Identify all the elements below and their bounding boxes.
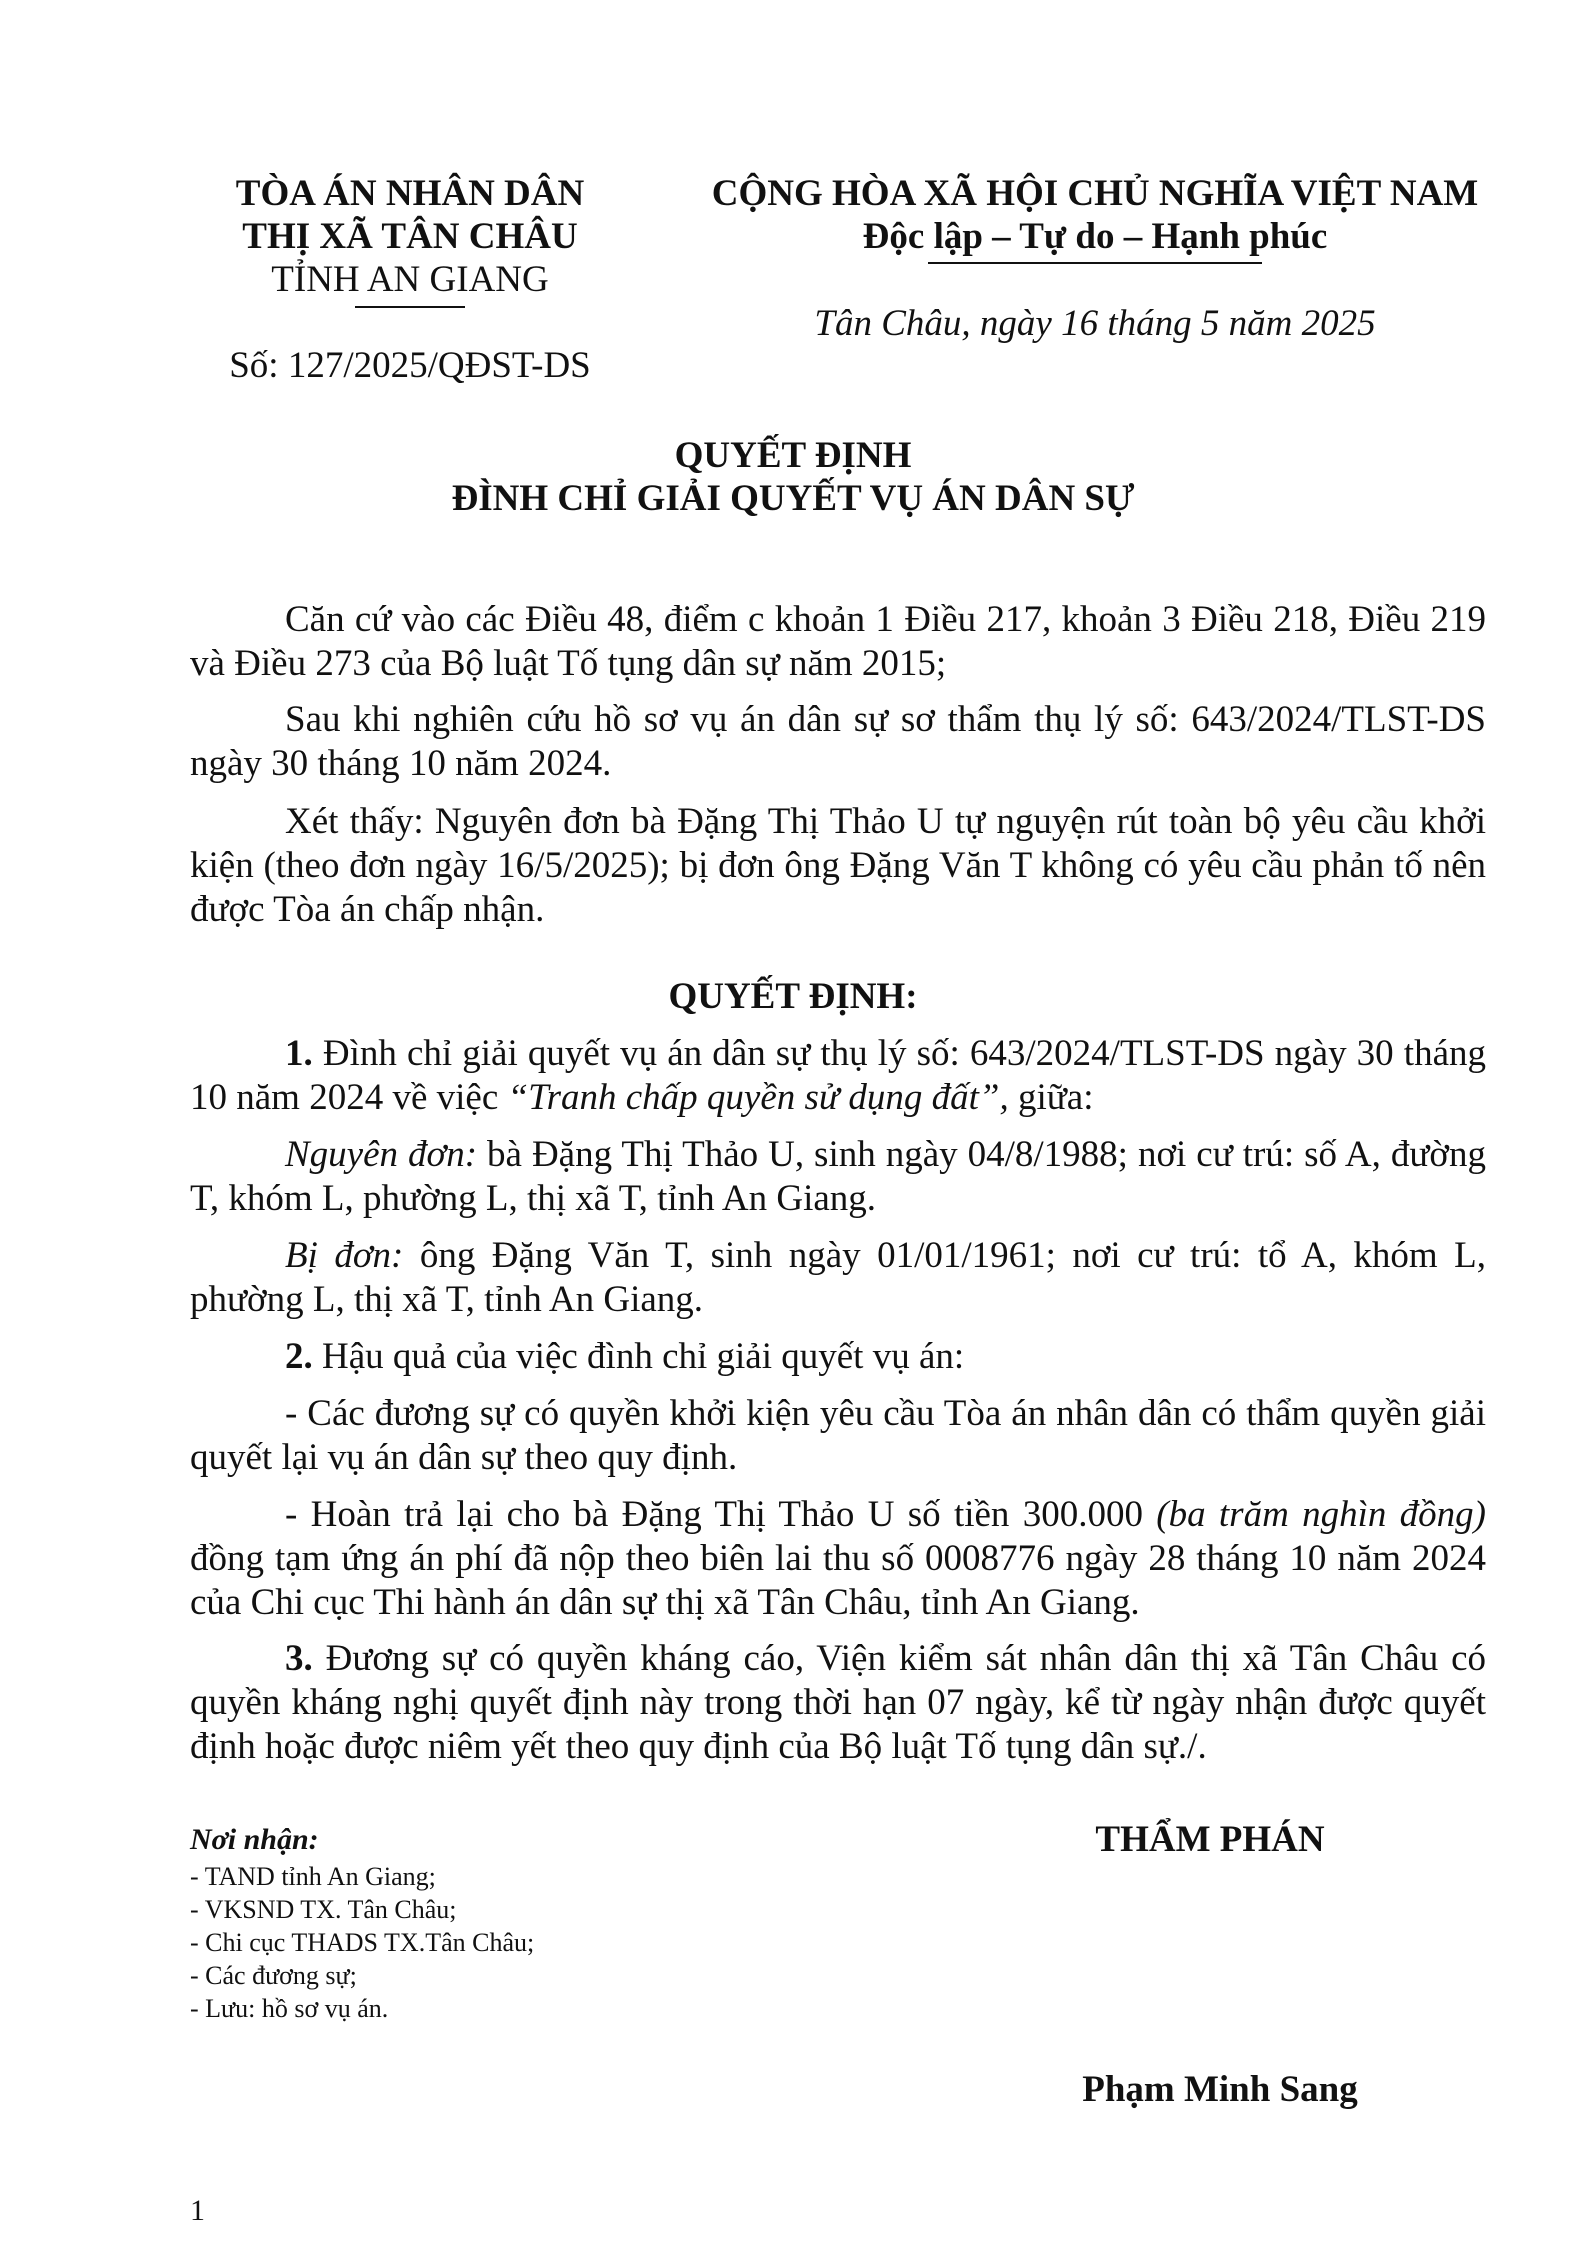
court-name: TÒA ÁN NHÂN DÂN [235,173,585,214]
defendant-info: Bị đơn: ông Đặng Văn T, sinh ngày 01/01/1961; nơi cư trú: tổ A, khóm L, phường L, thị xã T, tỉnh An Giang. [190,1235,1486,1320]
recipients-label: Nơi nhận: [190,1823,319,1856]
header-right-rule [928,262,1262,264]
consequence-a: - Các đương sự có quyền khởi kiện yêu cầu Tòa án nhân dân có thẩm quyền giải quyết lại vụ án dân sự theo quy định. [190,1393,1486,1478]
decision-item-1: 1. Đình chỉ giải quyết vụ án dân sự thụ lý số: 643/2024/TLST-DS ngày 30 tháng 10 năm 2024 về việc “Tranh chấp quyền sử dụng đất”, giữa: [190,1033,1486,1118]
document-subtitle: ĐÌNH CHỈ GIẢI QUYẾT VỤ ÁN DÂN SỰ [451,478,1135,519]
recipient-item: - Lưu: hồ sơ vụ án. [190,1994,389,2023]
court-province: TỈNH AN GIANG [271,259,549,300]
recipient-item: - Các đương sự; [190,1961,357,1990]
court-district: THỊ XÃ TÂN CHÂU [242,216,578,257]
recipient-item: - TAND tỉnh An Giang; [190,1862,436,1891]
page-number: 1 [190,2194,205,2227]
paragraph-case-review: Sau khi nghiên cứu hồ sơ vụ án dân sự sơ thẩm thụ lý số: 643/2024/TLST-DS ngày 30 tháng 10 năm 2024. [190,699,1486,784]
recipient-item: - VKSND TX. Tân Châu; [190,1895,457,1924]
signer-title: THẨM PHÁN [1095,1819,1325,1860]
decision-item-2: 2. Hậu quả của việc đình chỉ giải quyết vụ án: [285,1336,965,1377]
national-motto: Độc lập – Tự do – Hạnh phúc [862,216,1328,257]
paragraph-legal-basis: Căn cứ vào các Điều 48, điểm c khoản 1 Điều 217, khoản 3 Điều 218, Điều 219 và Điều 273 của Bộ luật Tố tụng dân sự năm 2015; [190,599,1486,684]
decision-item-3: 3. Đương sự có quyền kháng cáo, Viện kiểm sát nhân dân thị xã Tân Châu có quyền kháng nghị quyết định này trong thời hạn 07 ngày, kể từ ngày nhận được quyết định hoặc được niêm yết theo quy định của Bộ luật Tố tụng dân sự./. [190,1638,1486,1767]
plaintiff-info: Nguyên đơn: bà Đặng Thị Thảo U, sinh ngày 04/8/1988; nơi cư trú: số A, đường T, khóm L, phường L, thị xã T, tỉnh An Giang. [190,1134,1486,1219]
consequence-b: - Hoàn trả lại cho bà Đặng Thị Thảo U số tiền 300.000 (ba trăm nghìn đồng) đồng tạm ứng án phí đã nộp theo biên lai thu số 0008776 ngày 28 tháng 10 năm 2024 của Chi cục Thi hành án dân sự thị xã Tân Châu, tỉnh An Giang. [190,1494,1487,1623]
decision-number: Số: 127/2025/QĐST-DS [229,345,591,386]
header-left-rule [355,306,465,308]
signer-name: Phạm Minh Sang [1082,2069,1358,2110]
recipient-item: - Chi cục THADS TX.Tân Châu; [190,1928,535,1957]
paragraph-findings: Xét thấy: Nguyên đơn bà Đặng Thị Thảo U tự nguyện rút toàn bộ yêu cầu khởi kiện (theo đơn ngày 16/5/2025); bị đơn ông Đặng Văn T không có yêu cầu phản tố nên được Tòa án chấp nhận. [190,801,1486,930]
document-title: QUYẾT ĐỊNH [674,435,912,476]
decision-date: Tân Châu, ngày 16 tháng 5 năm 2025 [814,303,1376,344]
decision-heading: QUYẾT ĐỊNH: [668,976,918,1017]
national-title: CỘNG HÒA XÃ HỘI CHỦ NGHĨA VIỆT NAM [711,173,1479,214]
